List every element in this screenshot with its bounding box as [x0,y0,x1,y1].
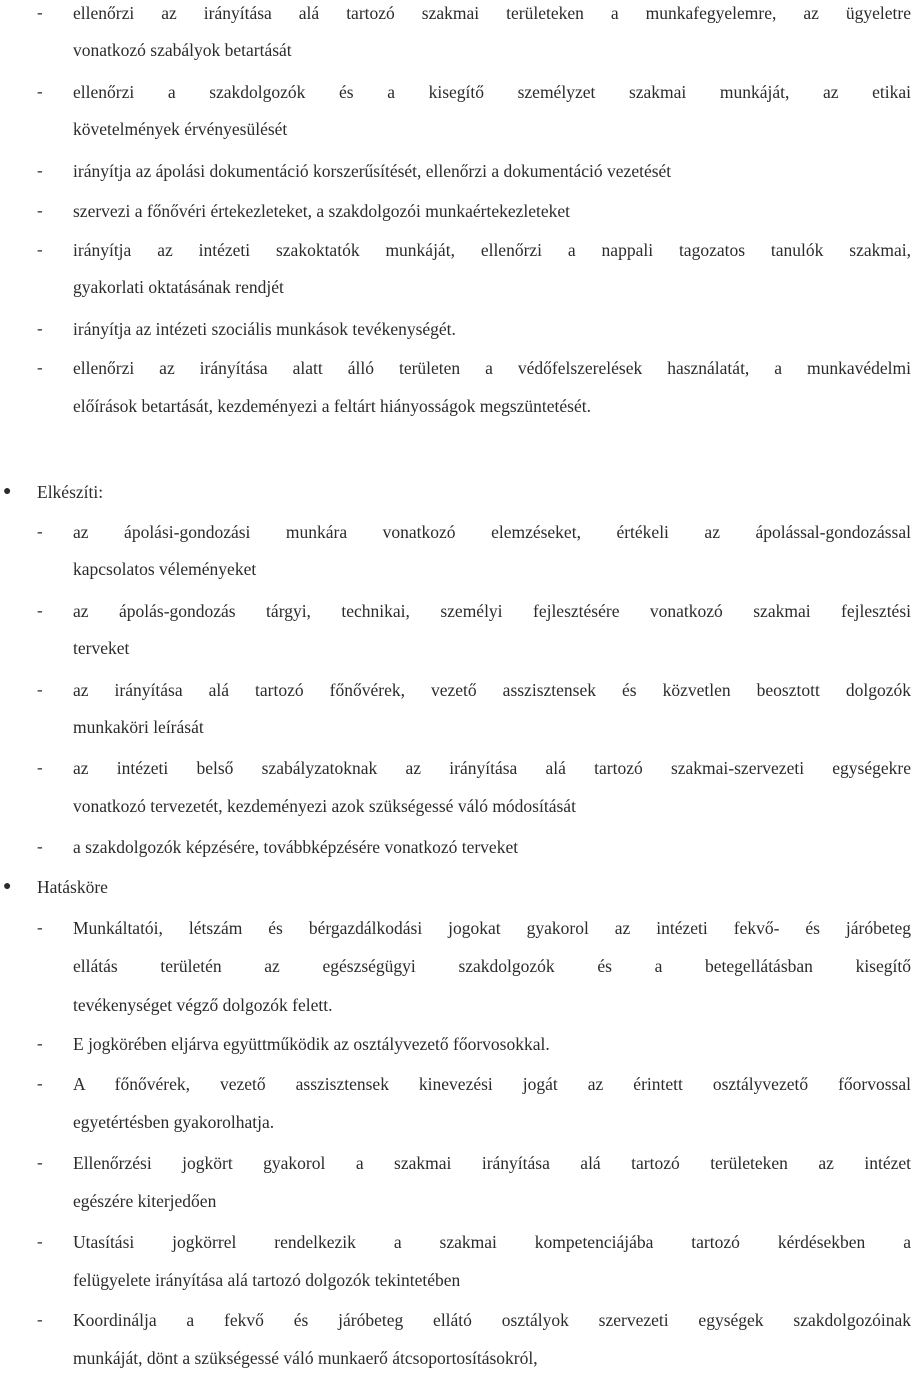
list-item-line: munkaköri leírását [73,717,204,737]
list-item-line: A főnővérek, vezető asszisztensek kinevezési jogát az érintett osztályvezető főorvossal [73,1074,911,1094]
list-item-line: vonatkozó tervezetét, kezdeményezi azok szükségessé váló módosítását [73,796,576,816]
list-item-line: ellenőrzi az irányítása alá tartozó szakmai területeken a munkafegyelemre, az ügyeletre [73,3,911,23]
list-item-line: irányítja az intézeti szociális munkások tevékenységét. [73,319,456,339]
list-dash: - [37,522,43,541]
list-item-line: az ápolás-gondozás tárgyi, technikai, személyi fejlesztésére vonatkozó szakmai fejlesztési [73,601,911,621]
list-item-line: irányítja az intézeti szakoktatók munkáját, ellenőrzi a nappali tagozatos tanulók szakmai, [73,240,911,260]
list-item-line: E jogkörében eljárva együttműködik az osztályvezető főorvosokkal. [73,1034,550,1054]
list-dash: - [37,680,43,699]
list-item-line: a szakdolgozók képzésére, továbbképzésére vonatkozó terveket [73,837,519,857]
list-dash: - [37,1074,43,1093]
list-item-line: ellátás területén az egészségügyi szakdolgozók és a betegellátásban kisegítő [73,956,911,976]
list-dash: - [37,358,43,377]
list-item-line: az intézeti belső szabályzatoknak az irányítása alá tartozó szakmai-szervezeti egységekre [73,758,911,778]
section-heading: Elkészíti: [37,482,104,502]
list-item-line: az ápolási-gondozási munkára vonatkozó elemzéseket, értékeli az ápolással-gondozással [73,522,911,542]
list-item-line: Ellenőrzési jogkört gyakorol a szakmai irányítása alá tartozó területeken az intézet [73,1153,911,1173]
list-item-line: ellenőrzi a szakdolgozók és a kisegítő személyzet szakmai munkáját, az etikai [73,82,911,102]
list-item-line: tevékenységet végző dolgozók felett. [73,995,333,1015]
list-dash: - [37,161,43,180]
list-item-line: egészére kiterjedően [73,1191,217,1211]
list-item-line: felügyelete irányítása alá tartozó dolgozók tekintetében [73,1270,461,1290]
list-item-line: gyakorlati oktatásának rendjét [73,277,284,297]
bullet-icon: ● [3,484,12,499]
list-dash: - [37,918,43,937]
list-dash: - [37,3,43,22]
list-item-line: egyetértésben gyakorolhatja. [73,1112,275,1132]
list-item-line: Utasítási jogkörrel rendelkezik a szakmai kompetenciájába tartozó kérdésekben a [73,1232,911,1252]
bullet-icon: ● [3,879,12,894]
list-item-line: az irányítása alá tartozó főnővérek, vezető asszisztensek és közvetlen beosztott dolgozók [73,680,911,700]
list-dash: - [37,82,43,101]
list-item-line: kapcsolatos véleményeket [73,559,257,579]
list-dash: - [37,240,43,259]
list-item-line: előírások betartását, kezdeményezi a feltárt hiányosságok megszüntetését. [73,396,591,416]
list-item-line: követelmények érvényesülését [73,119,288,139]
list-item-line: vonatkozó szabályok betartását [73,40,292,60]
list-dash: - [37,1153,43,1172]
list-dash: - [37,1310,43,1329]
list-dash: - [37,758,43,777]
list-item-line: Koordinálja a fekvő és járóbeteg ellátó osztályok szervezeti egységek szakdolgozóinak [73,1310,911,1330]
list-dash: - [37,1034,43,1053]
list-dash: - [37,601,43,620]
list-dash: - [37,201,43,220]
list-dash: - [37,837,43,856]
list-dash: - [37,319,43,338]
section-heading: Hatásköre [37,877,108,897]
list-item-line: irányítja az ápolási dokumentáció korszerűsítését, ellenőrzi a dokumentáció vezetését [73,161,672,181]
list-dash: - [37,1232,43,1251]
list-item-line: szervezi a főnővéri értekezleteket, a szakdolgozói munkaértekezleteket [73,201,571,221]
list-item-line: terveket [73,638,130,658]
list-item-line: Munkáltatói, létszám és bérgazdálkodási jogokat gyakorol az intézeti fekvő- és járóbeteg [73,918,911,938]
list-item-line: ellenőrzi az irányítása alatt álló területen a védőfelszerelések használatát, a munkavédelmi [73,358,911,378]
list-item-line: munkáját, dönt a szükségessé váló munkaerő átcsoportosításokról, [73,1348,538,1368]
